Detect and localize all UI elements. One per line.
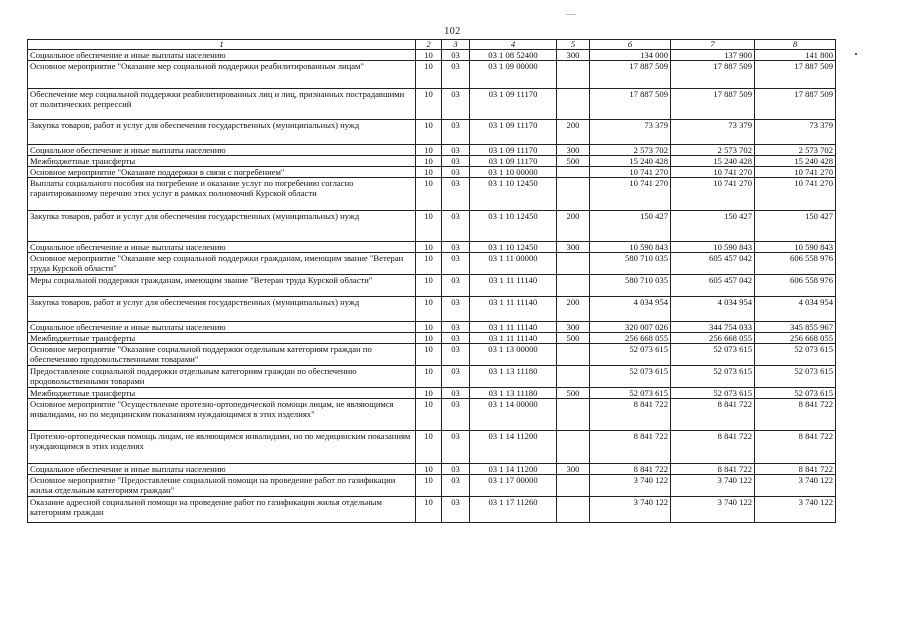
cell-target-code: 03 1 11 11140	[470, 322, 557, 333]
cell-amount-year3: 606 558 976	[755, 275, 836, 297]
table-row	[28, 399, 836, 431]
header-cell: 1	[28, 40, 416, 50]
cell-amount-year1: 8 841 722	[590, 399, 671, 431]
cell-amount-year3: 73 379	[755, 120, 836, 145]
row-name: Основное мероприятие "Предоставление социальной помощи на проведение работ по газификации жилья отдельным категориям граждан"	[28, 475, 416, 497]
row-name: Социальное обеспечение и иные выплаты населению	[28, 242, 416, 253]
cell-expense-type: 300	[557, 145, 590, 156]
cell-subsection: 03	[442, 333, 470, 344]
row-name: Социальное обеспечение и иные выплаты населению	[28, 464, 416, 475]
cell-amount-year1: 10 741 270	[590, 167, 671, 178]
table-row	[28, 275, 836, 297]
cell-section: 10	[416, 61, 442, 89]
cell-amount-year3: 345 855 967	[755, 322, 836, 333]
cell-amount-year2: 8 841 722	[671, 399, 755, 431]
cell-subsection: 03	[442, 464, 470, 475]
row-name: Обеспечение мер социальной поддержки реабилитированных лиц и лиц, признанных пострадавшими от политических репрессий	[28, 89, 416, 120]
cell-amount-year1: 52 073 615	[590, 366, 671, 388]
cell-section: 10	[416, 242, 442, 253]
cell-amount-year3: 17 887 509	[755, 61, 836, 89]
cell-amount-year2: 17 887 509	[671, 89, 755, 120]
cell-amount-year2: 52 073 615	[671, 388, 755, 399]
cell-section: 10	[416, 399, 442, 431]
header-row	[28, 40, 836, 50]
cell-amount-year3: 4 034 954	[755, 297, 836, 322]
cell-expense-type	[557, 344, 590, 366]
row-name: Основное мероприятие "Оказание поддержки в связи с погребением"	[28, 167, 416, 178]
cell-amount-year3: 141 800	[755, 50, 836, 61]
cell-section: 10	[416, 89, 442, 120]
cell-section: 10	[416, 253, 442, 275]
cell-section: 10	[416, 464, 442, 475]
table-row	[28, 89, 836, 120]
table-row	[28, 178, 836, 211]
table-row	[28, 61, 836, 89]
cell-amount-year2: 15 240 428	[671, 156, 755, 167]
cell-section: 10	[416, 497, 442, 523]
cell-target-code: 03 1 09 11170	[470, 120, 557, 145]
cell-amount-year2: 17 887 509	[671, 61, 755, 89]
cell-amount-year1: 320 007 026	[590, 322, 671, 333]
cell-amount-year2: 10 590 843	[671, 242, 755, 253]
cell-amount-year1: 3 740 122	[590, 475, 671, 497]
row-name: Социальное обеспечение и иные выплаты населению	[28, 50, 416, 61]
table-row	[28, 366, 836, 388]
cell-section: 10	[416, 120, 442, 145]
cell-amount-year1: 52 073 615	[590, 344, 671, 366]
cell-expense-type: 300	[557, 50, 590, 61]
cell-expense-type: 200	[557, 211, 590, 242]
row-name: Предоставление социальной поддержки отдельным категориям граждан по обеспечению продовольственными товарами	[28, 366, 416, 388]
cell-subsection: 03	[442, 275, 470, 297]
cell-expense-type	[557, 366, 590, 388]
cell-section: 10	[416, 178, 442, 211]
cell-expense-type: 500	[557, 388, 590, 399]
header-cell: 5	[557, 40, 590, 50]
cell-amount-year2: 10 741 270	[671, 167, 755, 178]
header-cell: 4	[470, 40, 557, 50]
cell-section: 10	[416, 431, 442, 464]
cell-amount-year2: 2 573 702	[671, 145, 755, 156]
header-cell: 2	[416, 40, 442, 50]
table-row	[28, 242, 836, 253]
cell-amount-year3: 52 073 615	[755, 388, 836, 399]
table-row	[28, 297, 836, 322]
cell-expense-type	[557, 61, 590, 89]
cell-amount-year3: 52 073 615	[755, 344, 836, 366]
header-cell: 7	[671, 40, 755, 50]
cell-amount-year3: 8 841 722	[755, 399, 836, 431]
cell-amount-year3: 10 590 843	[755, 242, 836, 253]
row-name: Меры социальной поддержки гражданам, имеющим звание "Ветеран труда Курской области"	[28, 275, 416, 297]
cell-expense-type: 300	[557, 242, 590, 253]
table-row	[28, 344, 836, 366]
cell-section: 10	[416, 388, 442, 399]
cell-amount-year2: 150 427	[671, 211, 755, 242]
page-number: 102	[444, 26, 461, 37]
cell-expense-type	[557, 89, 590, 120]
cell-amount-year2: 73 379	[671, 120, 755, 145]
cell-target-code: 03 1 11 11140	[470, 275, 557, 297]
table-row	[28, 156, 836, 167]
cell-expense-type	[557, 431, 590, 464]
table-row	[28, 211, 836, 242]
cell-expense-type	[557, 275, 590, 297]
row-name: Основное мероприятие "Оказание мер социальной поддержки реабилитированным лицам"	[28, 61, 416, 89]
cell-subsection: 03	[442, 120, 470, 145]
cell-expense-type	[557, 497, 590, 523]
header-cell: 8	[755, 40, 836, 50]
row-name: Межбюджетные трансферты	[28, 333, 416, 344]
cell-section: 10	[416, 333, 442, 344]
table-row	[28, 388, 836, 399]
row-name: Закупка товаров, работ и услуг для обеспечения государственных (муниципальных) нужд	[28, 297, 416, 322]
cell-target-code: 03 1 09 00000	[470, 61, 557, 89]
table-row	[28, 431, 836, 464]
cell-expense-type: 500	[557, 156, 590, 167]
cell-amount-year3: 17 887 509	[755, 89, 836, 120]
cell-amount-year3: 256 668 055	[755, 333, 836, 344]
row-name: Межбюджетные трансферты	[28, 156, 416, 167]
cell-subsection: 03	[442, 344, 470, 366]
cell-subsection: 03	[442, 211, 470, 242]
cell-amount-year2: 605 457 042	[671, 253, 755, 275]
cell-amount-year1: 17 887 509	[590, 89, 671, 120]
cell-expense-type: 200	[557, 120, 590, 145]
cell-amount-year2: 52 073 615	[671, 344, 755, 366]
cell-amount-year2: 52 073 615	[671, 366, 755, 388]
header-cell: 6	[590, 40, 671, 50]
cell-subsection: 03	[442, 89, 470, 120]
cell-target-code: 03 1 10 12450	[470, 242, 557, 253]
cell-section: 10	[416, 322, 442, 333]
table-row	[28, 145, 836, 156]
cell-amount-year2: 137 900	[671, 50, 755, 61]
cell-subsection: 03	[442, 253, 470, 275]
cell-target-code: 03 1 09 11170	[470, 145, 557, 156]
cell-target-code: 03 1 10 12450	[470, 178, 557, 211]
cell-expense-type	[557, 253, 590, 275]
cell-expense-type: 200	[557, 297, 590, 322]
cell-section: 10	[416, 366, 442, 388]
cell-amount-year1: 10 590 843	[590, 242, 671, 253]
cell-target-code: 03 1 14 11200	[470, 431, 557, 464]
cell-amount-year3: 606 558 976	[755, 253, 836, 275]
cell-amount-year1: 8 841 722	[590, 431, 671, 464]
cell-section: 10	[416, 211, 442, 242]
cell-expense-type	[557, 167, 590, 178]
cell-target-code: 03 1 13 11180	[470, 366, 557, 388]
cell-section: 10	[416, 275, 442, 297]
cell-expense-type	[557, 178, 590, 211]
cell-expense-type: 300	[557, 322, 590, 333]
cell-amount-year1: 580 710 035	[590, 253, 671, 275]
cell-amount-year2: 605 457 042	[671, 275, 755, 297]
cell-amount-year3: 52 073 615	[755, 366, 836, 388]
cell-subsection: 03	[442, 388, 470, 399]
cell-amount-year2: 344 754 033	[671, 322, 755, 333]
cell-amount-year2: 3 740 122	[671, 475, 755, 497]
table-row	[28, 322, 836, 333]
row-name: Основное мероприятие "Оказание мер социальной поддержки гражданам, имеющим звание "Ветеран труда Курской области"	[28, 253, 416, 275]
cell-amount-year1: 4 034 954	[590, 297, 671, 322]
cell-amount-year1: 580 710 035	[590, 275, 671, 297]
cell-amount-year1: 10 741 270	[590, 178, 671, 211]
cell-target-code: 03 1 17 11260	[470, 497, 557, 523]
cell-amount-year3: 2 573 702	[755, 145, 836, 156]
cell-amount-year2: 3 740 122	[671, 497, 755, 523]
cell-amount-year2: 8 841 722	[671, 431, 755, 464]
table-row	[28, 464, 836, 475]
cell-amount-year1: 2 573 702	[590, 145, 671, 156]
row-name: Основное мероприятие "Осуществление протезно-ортопедической помощи лицам, не являющимся инвалидами, но по медицинским показаниям нуждающимся в этих изделиях"	[28, 399, 416, 431]
cell-expense-type: 500	[557, 333, 590, 344]
cell-amount-year1: 17 887 509	[590, 61, 671, 89]
cell-target-code: 03 1 17 00000	[470, 475, 557, 497]
cell-subsection: 03	[442, 475, 470, 497]
cell-amount-year3: 3 740 122	[755, 497, 836, 523]
cell-amount-year3: 150 427	[755, 211, 836, 242]
row-name: Социальное обеспечение и иные выплаты населению	[28, 322, 416, 333]
header-cell: 3	[442, 40, 470, 50]
cell-amount-year2: 256 668 055	[671, 333, 755, 344]
row-name: Социальное обеспечение и иные выплаты населению	[28, 145, 416, 156]
cell-target-code: 03 1 09 11170	[470, 156, 557, 167]
cell-target-code: 03 1 11 11140	[470, 297, 557, 322]
cell-amount-year2: 10 741 270	[671, 178, 755, 211]
cell-subsection: 03	[442, 431, 470, 464]
cell-target-code: 03 1 14 11200	[470, 464, 557, 475]
cell-target-code: 03 1 11 00000	[470, 253, 557, 275]
cell-expense-type	[557, 475, 590, 497]
row-name: Протезно-ортопедическая помощь лицам, не являющимся инвалидами, но по медицинским показаниям нуждающимся в этих изделиях	[28, 431, 416, 464]
row-name: Оказание адресной социальной помощи на проведение работ по газификации жилья отдельным категориям граждан	[28, 497, 416, 523]
row-name: Закупка товаров, работ и услуг для обеспечения государственных (муниципальных) нужд	[28, 211, 416, 242]
cell-subsection: 03	[442, 156, 470, 167]
cell-target-code: 03 1 10 12450	[470, 211, 557, 242]
cell-amount-year3: 10 741 270	[755, 178, 836, 211]
cell-amount-year1: 256 668 055	[590, 333, 671, 344]
cell-subsection: 03	[442, 399, 470, 431]
cell-section: 10	[416, 156, 442, 167]
cell-amount-year1: 8 841 722	[590, 464, 671, 475]
cell-subsection: 03	[442, 50, 470, 61]
table-row	[28, 497, 836, 523]
cell-subsection: 03	[442, 322, 470, 333]
cell-subsection: 03	[442, 366, 470, 388]
cell-subsection: 03	[442, 497, 470, 523]
cell-target-code: 03 1 13 00000	[470, 344, 557, 366]
row-name: Закупка товаров, работ и услуг для обеспечения государственных (муниципальных) нужд	[28, 120, 416, 145]
cell-amount-year2: 4 034 954	[671, 297, 755, 322]
cell-amount-year1: 134 000	[590, 50, 671, 61]
cell-target-code: 03 1 14 00000	[470, 399, 557, 431]
table-row	[28, 167, 836, 178]
cell-amount-year1: 15 240 428	[590, 156, 671, 167]
cell-target-code: 03 1 13 11180	[470, 388, 557, 399]
table-row	[28, 120, 836, 145]
table-row	[28, 50, 836, 61]
cell-amount-year3: 8 841 722	[755, 431, 836, 464]
cell-target-code: 03 1 10 00000	[470, 167, 557, 178]
row-name: Основное мероприятие "Оказание социальной поддержки отдельным категориям граждан по обеспечению продовольственными товарами"	[28, 344, 416, 366]
cell-section: 10	[416, 475, 442, 497]
cell-section: 10	[416, 297, 442, 322]
table-body	[28, 40, 836, 523]
cell-section: 10	[416, 167, 442, 178]
scan-mark	[566, 14, 576, 15]
cell-section: 10	[416, 145, 442, 156]
table-row	[28, 475, 836, 497]
cell-amount-year3: 15 240 428	[755, 156, 836, 167]
cell-subsection: 03	[442, 178, 470, 211]
cell-amount-year1: 73 379	[590, 120, 671, 145]
cell-amount-year2: 8 841 722	[671, 464, 755, 475]
cell-subsection: 03	[442, 167, 470, 178]
cell-expense-type: 300	[557, 464, 590, 475]
cell-subsection: 03	[442, 145, 470, 156]
cell-expense-type	[557, 399, 590, 431]
cell-amount-year3: 10 741 270	[755, 167, 836, 178]
row-name: Выплаты социального пособия на погребение и оказание услуг по погребению согласно гарантированному перечню этих услуг в рамках полномочий Курской области	[28, 178, 416, 211]
row-name: Межбюджетные трансферты	[28, 388, 416, 399]
cell-amount-year3: 3 740 122	[755, 475, 836, 497]
scan-speck	[855, 53, 857, 55]
cell-amount-year1: 150 427	[590, 211, 671, 242]
table-row	[28, 333, 836, 344]
cell-target-code: 03 1 08 52400	[470, 50, 557, 61]
cell-amount-year3: 8 841 722	[755, 464, 836, 475]
cell-section: 10	[416, 50, 442, 61]
cell-target-code: 03 1 09 11170	[470, 89, 557, 120]
cell-subsection: 03	[442, 61, 470, 89]
budget-table	[27, 39, 836, 523]
cell-subsection: 03	[442, 242, 470, 253]
cell-amount-year1: 52 073 615	[590, 388, 671, 399]
cell-amount-year1: 3 740 122	[590, 497, 671, 523]
cell-target-code: 03 1 11 11140	[470, 333, 557, 344]
cell-subsection: 03	[442, 297, 470, 322]
cell-section: 10	[416, 344, 442, 366]
table-row	[28, 253, 836, 275]
